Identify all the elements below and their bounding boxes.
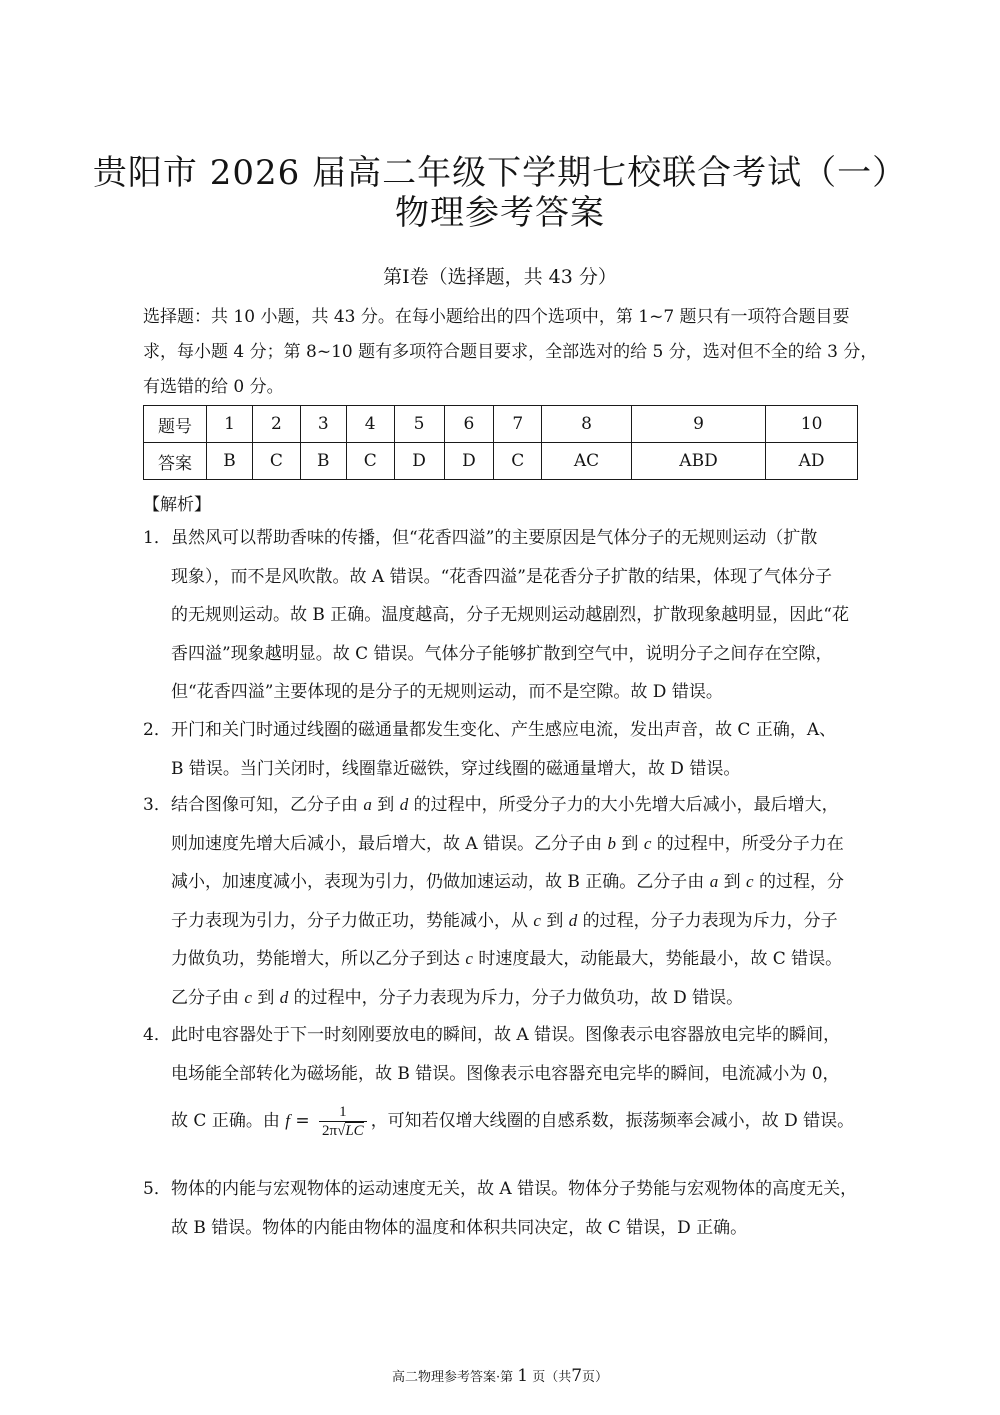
instructions-line: 有选错的给 0 分。 — [143, 377, 284, 397]
item-text: 故 C 正确。由 — [171, 1111, 286, 1131]
answer-table-answer-row — [144, 443, 858, 480]
section-title: 第Ⅰ卷（选择题，共 43 分） — [383, 266, 617, 288]
question-number: 3 — [300, 406, 346, 443]
item-text: 则加速度先增大后减小，最后增大，故 A 错误。乙分子由 — [171, 833, 608, 854]
radicand: LC — [345, 1123, 364, 1139]
page-total: 7 — [571, 1366, 583, 1386]
analysis-heading: 【解析】 — [143, 495, 211, 515]
answer-cell: AD — [766, 443, 858, 480]
item-text: 时速度最大，动能最大，势能最小，故 C 错误。 — [472, 949, 843, 969]
item-text-line: 开门和关门时通过线圈的磁通量都发生变化、产生感应电流，发出声音，故 C 正确，A、 — [171, 720, 837, 740]
formula-denominator — [319, 1122, 367, 1140]
item-text-line: 的无规则运动。故 B 正确。温度越高，分子无规则运动越剧烈，扩散现象越明显，因此“花 — [171, 605, 849, 625]
answer-cell: D — [394, 443, 444, 480]
item-text: 电场能全部转化为磁场能，故 B 错误。图像表示电容器充电完毕的瞬间，电流减小为 0， — [171, 1063, 840, 1084]
answer-table — [143, 405, 858, 480]
item-text-line: 故 B 错误。物体的内能由物体的温度和体积共同决定，故 C 错误，D 正确。 — [171, 1217, 748, 1238]
item-text-line: 香四溢”现象越明显。故 C 错误。气体分子能够扩散到空气中，说明分子之间存在空隙， — [171, 643, 833, 664]
question-number: 9 — [631, 406, 765, 443]
item-number: 2． — [143, 720, 171, 740]
item-text: 的过程中，分子力表现为斥力，分子力做负功，故 D 错误。 — [288, 987, 744, 1008]
footer-text: 页（共 — [532, 1370, 572, 1385]
analysis-item-1 — [143, 519, 863, 712]
row-label-number: 题号 — [144, 406, 207, 443]
question-number: 5 — [394, 406, 444, 443]
item-number: 5． — [143, 1179, 171, 1199]
answer-cell: B — [207, 443, 253, 480]
item-text: 到 — [616, 833, 644, 854]
answer-cell: D — [444, 443, 494, 480]
formula-numerator: 1 — [319, 1103, 367, 1122]
variable: c — [465, 949, 473, 968]
instructions — [143, 300, 878, 405]
variable: d — [279, 987, 289, 1007]
item-text: 到 — [251, 987, 280, 1008]
question-number: 10 — [766, 406, 858, 443]
variable: a — [709, 872, 719, 891]
question-number: 7 — [494, 406, 542, 443]
item-text: 到 — [371, 795, 400, 815]
sqrt-sign: √ — [337, 1123, 346, 1139]
analysis-item-5 — [143, 1170, 863, 1247]
item-text: 结合图像可知，乙分子由 — [171, 795, 364, 815]
variable: d — [568, 910, 578, 930]
page-title: 贵阳市 2026 届高二年级下学期七校联合考试（一） — [92, 153, 908, 193]
footer-text: 高二物理参考答案·第 — [391, 1370, 514, 1385]
item-text: 的过程，分子力表现为斥力，分子 — [577, 910, 838, 931]
question-number: 2 — [253, 406, 301, 443]
item-text: 的过程中，所受分子力的大小先增大后减小，最后增大， — [408, 795, 839, 815]
variable: b — [607, 833, 616, 853]
variable: a — [363, 795, 372, 814]
item-text: 的过程中，所受分子力在 — [651, 833, 844, 854]
instructions-line: 求，每小题 4 分；第 8~10 题有多项符合题目要求，全部选对的给 5 分，选对但不全的给 3 分， — [143, 342, 878, 362]
answer-cell: C — [346, 443, 394, 480]
item-number: 1． — [143, 528, 171, 548]
item-text: ，可知若仅增大线圈的自感系数，振荡频率会减小，故 D 错误。 — [370, 1111, 855, 1131]
item-text: 的过程，分 — [753, 872, 844, 892]
item-text: 到 — [718, 872, 747, 892]
item-text: 到 — [540, 910, 569, 931]
page-number: 1 — [517, 1366, 529, 1386]
answer-cell: C — [494, 443, 542, 480]
footer-text: 页） — [582, 1370, 609, 1385]
item-text-line: B 错误。当门关闭时，线圈靠近磁铁，穿过线圈的磁通量增大，故 D 错误。 — [171, 758, 741, 779]
item-text-line: 现象），而不是风吹散。故 A 错误。“花香四溢”是花香分子扩散的结果，体现了气体分子 — [171, 566, 832, 587]
page-subtitle: 物理参考答案 — [395, 193, 605, 233]
item-text: 力做负功，势能增大，所以乙分子到达 — [171, 949, 466, 969]
instructions-line: 选择题：共 10 小题，共 43 分。在每小题给出的四个选项中，第 1~7 题只有一项符合题目要 — [143, 307, 850, 327]
row-label-answer: 答案 — [144, 443, 207, 480]
variable: c — [533, 910, 541, 930]
page-footer — [0, 1366, 1000, 1386]
analysis-item-4 — [143, 1016, 863, 1149]
question-number: 6 — [444, 406, 494, 443]
question-number: 4 — [346, 406, 394, 443]
item-number: 3． — [143, 795, 171, 815]
two-pi: 2π — [322, 1123, 338, 1139]
frequency-formula — [319, 1103, 367, 1140]
item-text: 乙分子由 — [171, 987, 245, 1008]
variable: c — [643, 833, 652, 853]
item-text-line: 虽然风可以帮助香味的传播，但“花香四溢”的主要原因是气体分子的无规则运动（扩散 — [171, 528, 818, 548]
frequency-variable: f — [285, 1111, 290, 1130]
analysis-item-3 — [143, 786, 863, 1017]
answer-cell: AC — [542, 443, 632, 480]
question-number: 8 — [542, 406, 632, 443]
equals-sign: = — [289, 1111, 316, 1131]
answer-cell: ABD — [631, 443, 765, 480]
item-text: 减小，加速度减小，表现为引力，仍做加速运动，故 B 正确。乙分子由 — [171, 872, 710, 892]
answer-cell: C — [253, 443, 301, 480]
variable: c — [746, 872, 754, 891]
analysis-item-2 — [143, 711, 863, 788]
item-text: 此时电容器处于下一时刻刚要放电的瞬间，故 A 错误。图像表示电容器放电完毕的瞬间， — [171, 1025, 841, 1045]
question-number: 1 — [207, 406, 253, 443]
variable: c — [244, 987, 252, 1007]
variable: d — [399, 795, 409, 814]
item-text-line: 物体的内能与宏观物体的运动速度无关，故 A 错误。物体分子势能与宏观物体的高度无关， — [171, 1179, 858, 1199]
item-number: 4． — [143, 1025, 171, 1045]
answer-table-number-row — [144, 406, 858, 443]
answer-cell: B — [300, 443, 346, 480]
item-text-line: 但“花香四溢”主要体现的是分子的无规则运动，而不是空隙。故 D 错误。 — [171, 682, 723, 702]
item-text: 子力表现为引力，分子力做正功，势能减小，从 — [171, 910, 534, 931]
